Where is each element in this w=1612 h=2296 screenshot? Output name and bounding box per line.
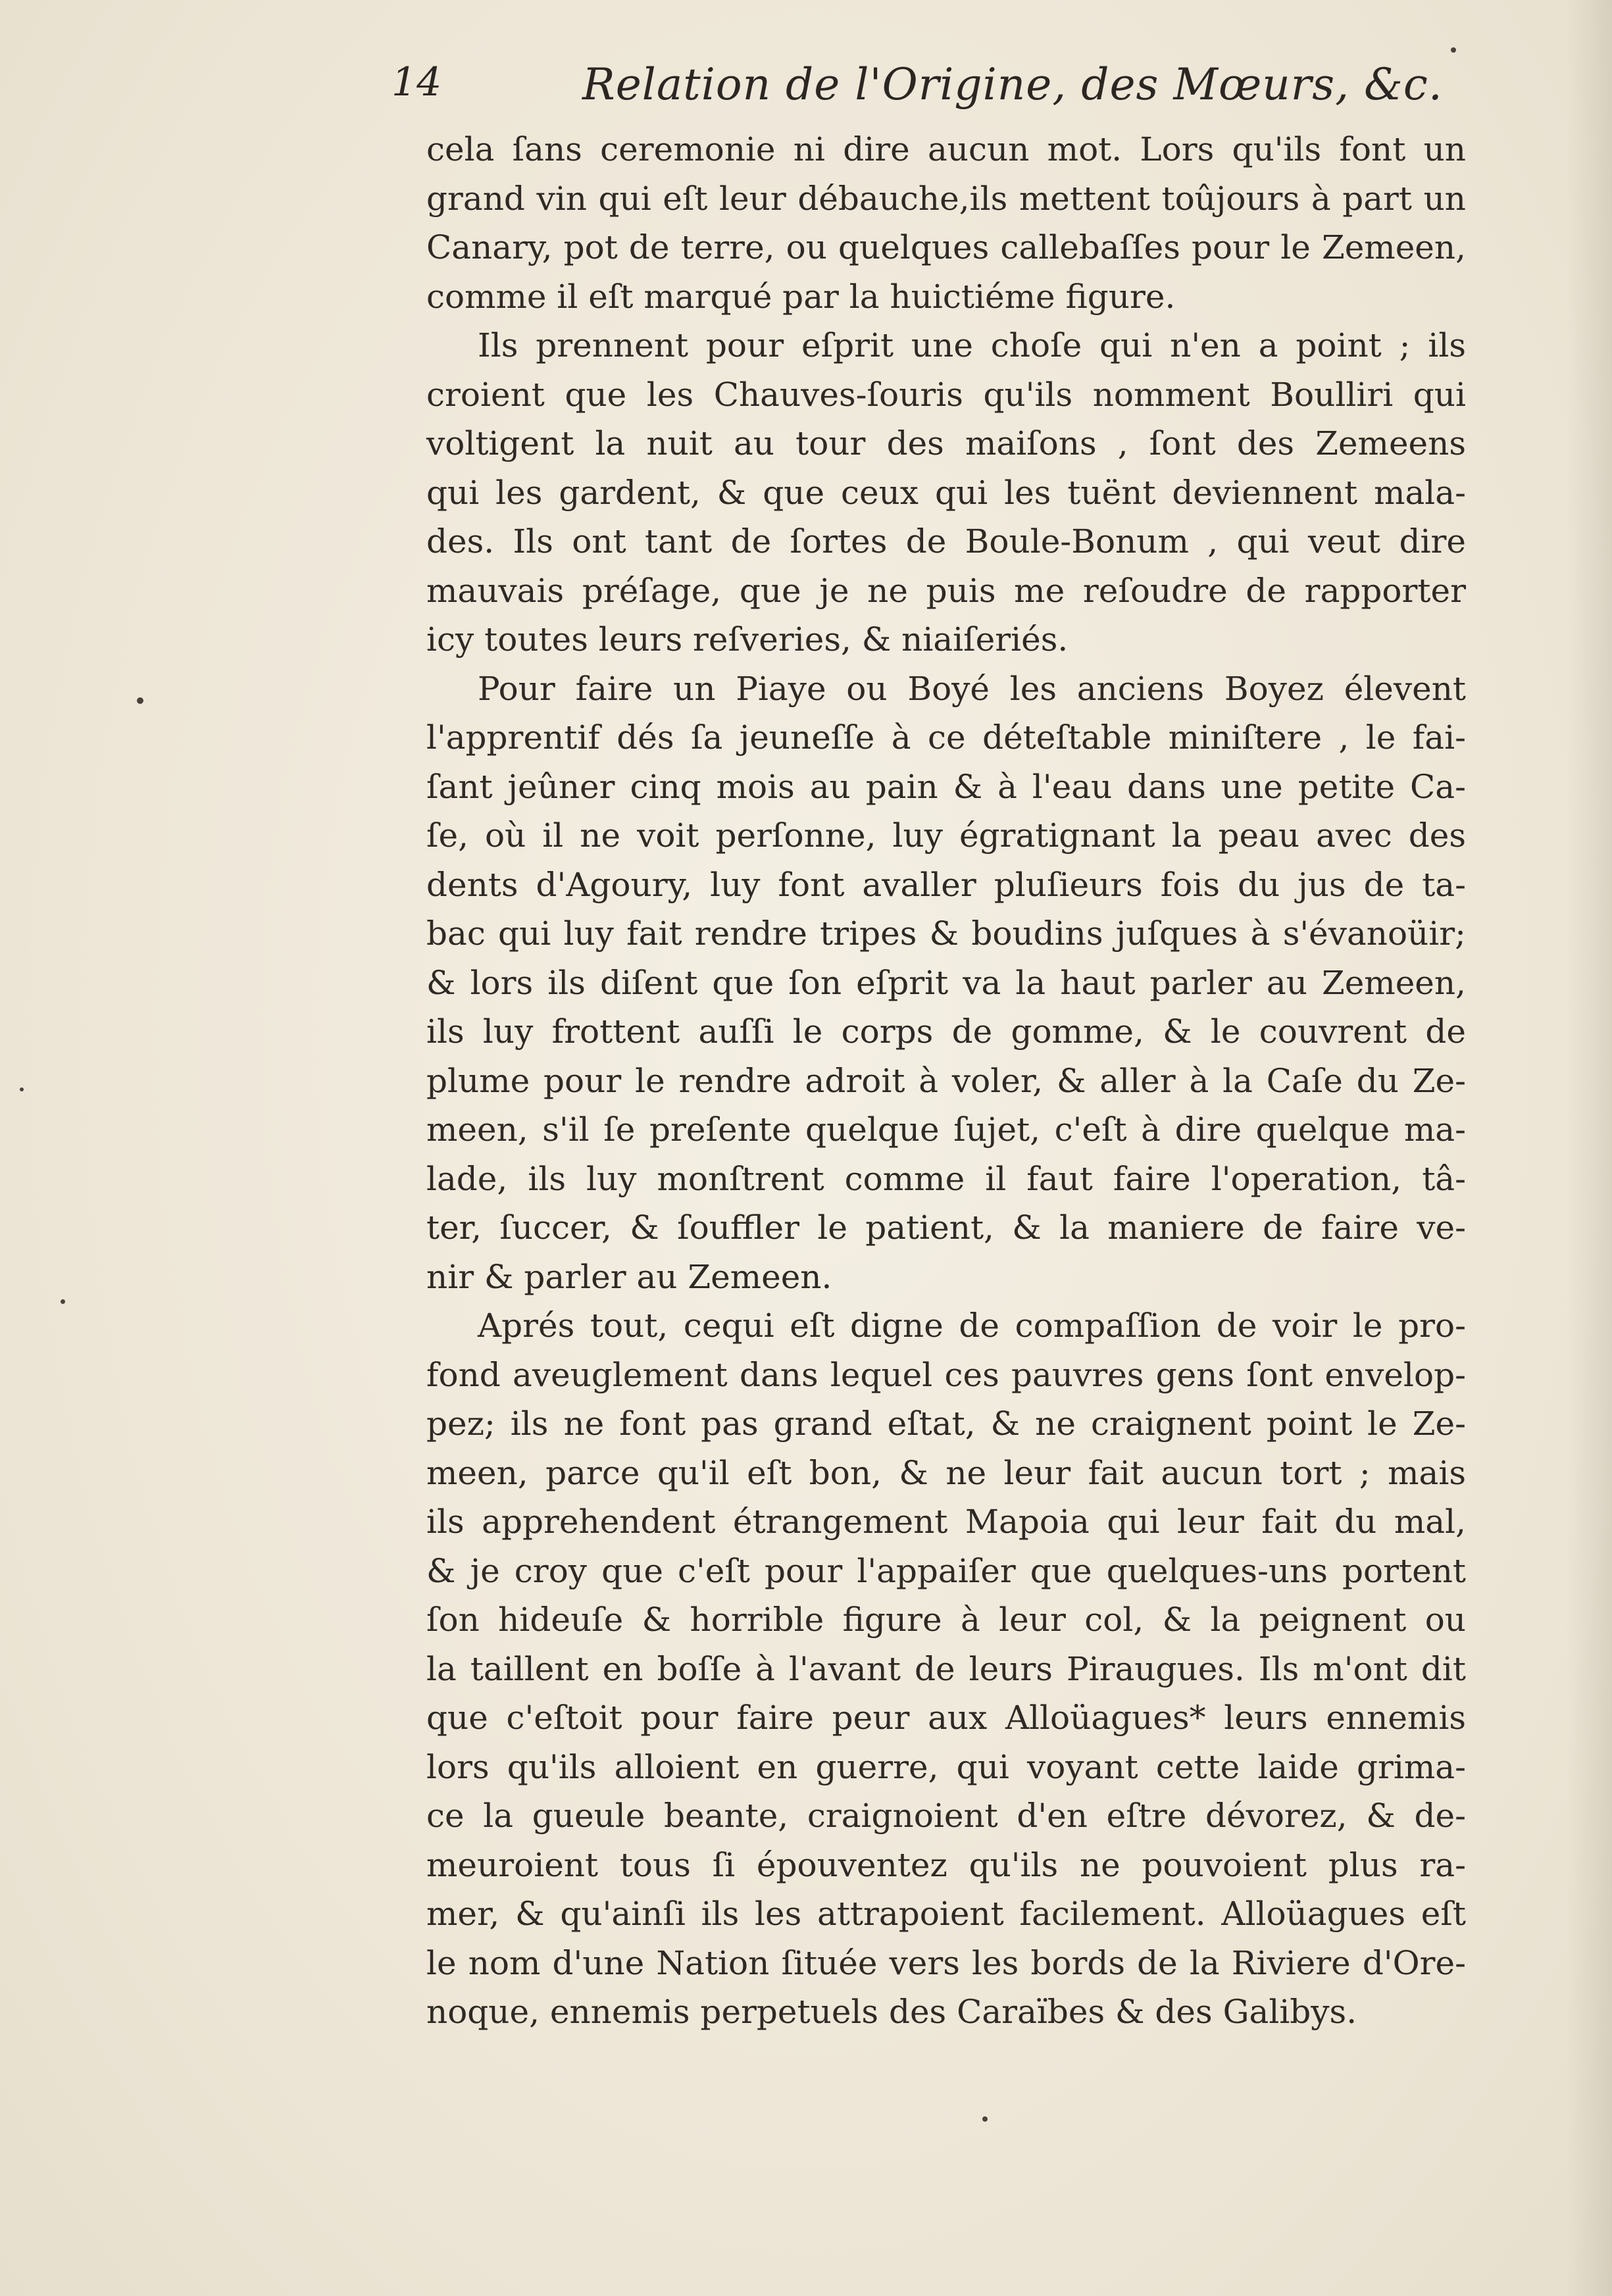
text-line: plume pour le rendre adroit à voler, & aller à la Caſe du Ze-	[426, 1061, 1466, 1100]
text-line: Canary, pot de terre, ou quelques callebaſſes pour le Zemeen,	[426, 228, 1466, 266]
ink-speck	[20, 1087, 24, 1091]
text-line: ils luy frottent auſſi le corps de gomme, & le couvrent de	[426, 1012, 1466, 1051]
ink-speck	[137, 697, 143, 704]
text-line: Aprés tout, cequi eſt digne de compaſſion de voir le pro-	[478, 1307, 1466, 1345]
text-line: meen, parce qu'il eſt bon, & ne leur fait aucun tort ; mais	[426, 1453, 1466, 1492]
text-line: icy toutes leurs reſveries, & niaiſeriés.	[426, 620, 1069, 659]
text-line: le nom d'une Nation ſituée vers les bords de la Riviere d'Ore-	[426, 1943, 1466, 1982]
text-line: mauvais préſage, que je ne puis me reſoudre de rapporter	[426, 571, 1466, 610]
text-line: lade, ils luy monſtrent comme il faut faire l'operation, tâ-	[426, 1159, 1466, 1198]
text-line: voltigent la nuit au tour des maiſons , ſont des Zemeens	[426, 424, 1466, 462]
text-line: que c'eſtoit pour faire peur aux Alloüagues* leurs ennemis	[426, 1699, 1466, 1737]
text-line: cela ſans ceremonie ni dire aucun mot. Lors qu'ils font un	[426, 130, 1466, 168]
text-line: pez; ils ne font pas grand eſtat, & ne craignent point le Ze-	[426, 1405, 1466, 1443]
text-line: lors qu'ils alloient en guerre, qui voyant cette laide grima-	[426, 1747, 1466, 1786]
page-gutter-shadow	[1566, 0, 1612, 2296]
body-text	[426, 125, 1466, 2037]
ink-speck	[1451, 47, 1456, 53]
text-line: meuroient tous ſi épouventez qu'ils ne pouvoient plus ra-	[426, 1845, 1466, 1884]
text-line: qui les gardent, & que ceux qui les tuënt deviennent mala-	[426, 473, 1466, 512]
text-line: fond aveuglement dans lequel ces pauvres gens ſont envelop-	[426, 1355, 1466, 1394]
text-line: nir & parler au Zemeen.	[426, 1257, 832, 1296]
text-line: Ils prennent pour eſprit une choſe qui n'en a point ; ils	[478, 326, 1466, 364]
text-line: bac qui luy fait rendre tripes & boudins juſques à s'évanoüir;	[426, 914, 1466, 953]
text-line: & je croy que c'eſt pour l'appaiſer que quelques-uns portent	[426, 1551, 1466, 1590]
text-line: dents d'Agoury, luy font avaller pluſieurs fois du jus de ta-	[426, 865, 1466, 904]
text-line: la taillent en boſſe à l'avant de leurs Piraugues. Ils m'ont dit	[426, 1649, 1466, 1688]
ink-speck	[982, 2116, 988, 2122]
text-line: ſant jeûner cinq mois au pain & à l'eau dans une petite Ca-	[426, 767, 1466, 806]
text-line: croient que les Chauves-ſouris qu'ils nomment Boulliri qui	[426, 375, 1466, 414]
page-header	[391, 53, 1484, 125]
text-line: grand vin qui eſt leur débauche,ils mettent toûjours à part un	[426, 179, 1466, 218]
page-number: 14	[391, 59, 442, 105]
text-line: des. Ils ont tant de ſortes de Boule-Bonum , qui veut dire	[426, 522, 1466, 561]
text-line: ſon hideuſe & horrible figure à leur col, & la peignent ou	[426, 1601, 1466, 1639]
text-line: meen, s'il ſe preſente quelque ſujet, c'eſt à dire quelque ma-	[426, 1111, 1466, 1149]
text-line: noque, ennemis perpetuels des Caraïbes & des Galibys.	[426, 1993, 1357, 2031]
text-line: & lors ils diſent que ſon eſprit va la haut parler au Zemeen,	[426, 963, 1466, 1002]
text-line: l'apprentif dés ſa jeuneſſe à ce déteſtable miniſtere , le fai-	[426, 718, 1466, 757]
text-line: ce la gueule beante, craignoient d'en eſtre dévorez, & de-	[426, 1797, 1466, 1835]
running-head: Relation de l'Origine, des Mœurs, &c.	[582, 59, 1443, 110]
text-line: Pour faire un Piaye ou Boyé les anciens Boyez élevent	[478, 669, 1466, 708]
ink-speck	[61, 1299, 65, 1304]
text-line: ter, ſuccer, & ſouffler le patient, & la maniere de faire ve-	[426, 1209, 1466, 1247]
text-line: comme il eſt marqué par la huictiéme figure.	[426, 277, 1176, 316]
text-line: ſe, où il ne voit perſonne, luy égratignant la peau avec des	[426, 816, 1466, 855]
text-line: mer, & qu'ainſi ils les attrapoient facilement. Alloüagues eſt	[426, 1895, 1466, 1933]
text-line: ils apprehendent étrangement Mapoia qui leur fait du mal,	[426, 1503, 1466, 1541]
